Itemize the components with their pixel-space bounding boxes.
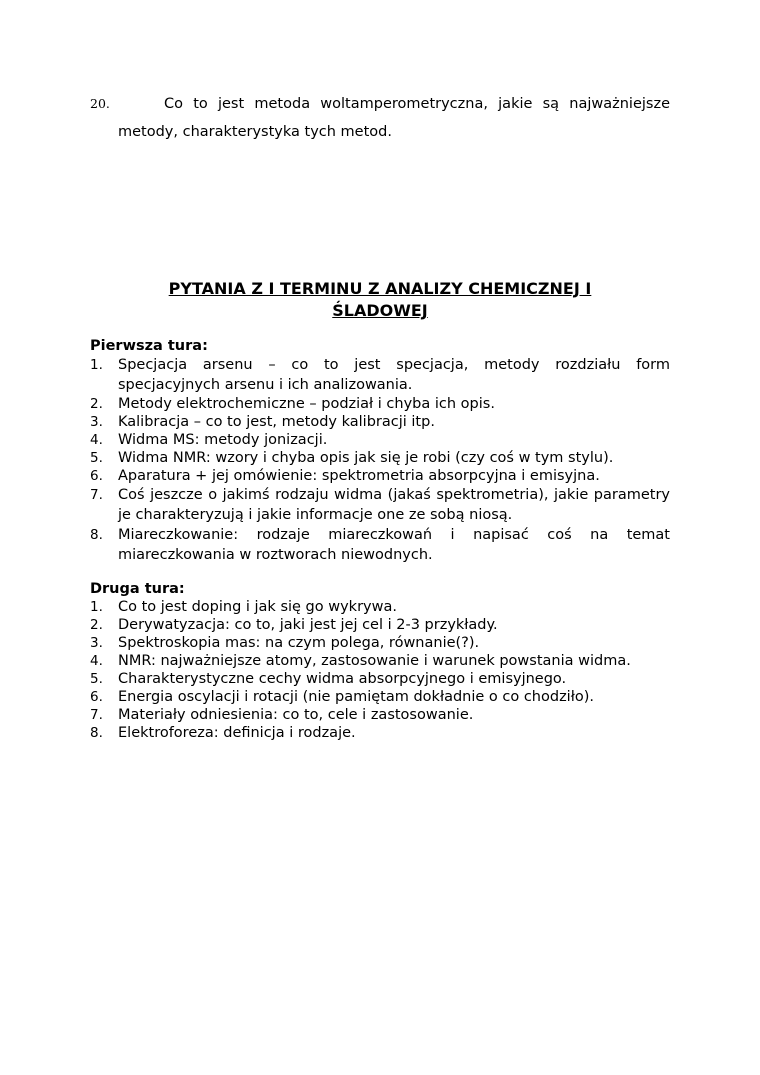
list-item [90, 688, 670, 706]
question-20-number: 20. [90, 96, 110, 111]
page-title-line-1: PYTANIA Z I TERMINU Z ANALIZY CHEMICZNEJ I [168, 279, 592, 298]
list-item-number: 3. [90, 635, 103, 651]
list-item-text: Miareczkowanie: rodzaje miareczkowań i napisać coś na temat miareczkowania w roztworach niewodnych. [118, 527, 670, 563]
list-item [90, 598, 670, 616]
question-20-continuation [118, 118, 670, 146]
question-20-line-1: Co to jest metoda woltamperometryczna, jakie są najważniejsze [164, 96, 670, 112]
list-item-text: Materiały odniesienia: co to, cele i zastosowanie. [118, 707, 474, 723]
list-item [90, 431, 670, 449]
list-item [90, 467, 670, 485]
list-item [90, 485, 670, 525]
list-item [90, 706, 670, 724]
list-item-number: 6. [90, 689, 103, 705]
question-20 [90, 90, 670, 146]
list-item-text: Elektroforeza: definicja i rodzaje. [118, 725, 356, 741]
list-item-number: 3. [90, 414, 103, 430]
list-item [90, 413, 670, 431]
list-item-number: 2. [90, 617, 103, 633]
list-item [90, 395, 670, 413]
list-item [90, 724, 670, 742]
list-item-number: 1. [90, 599, 103, 615]
list-item-text: Metody elektrochemiczne – podział i chyba ich opis. [118, 396, 495, 412]
list-item [90, 355, 670, 395]
list-item [90, 449, 670, 467]
list-item-number: 5. [90, 450, 103, 466]
list-item-number: 7. [90, 487, 103, 503]
list-item-text: NMR: najważniejsze atomy, zastosowanie i warunek powstania widma. [118, 653, 631, 669]
first-round-list [90, 355, 670, 565]
list-item-number: 7. [90, 707, 103, 723]
list-item [90, 652, 670, 670]
second-round-section [90, 580, 670, 742]
list-item-text: Coś jeszcze o jakimś rodzaju widma (jakaś spektrometria), jakie parametry je charakteryzują i jakie informacje one ze sobą niosą. [118, 487, 670, 523]
list-item-number: 5. [90, 671, 103, 687]
list-item [90, 616, 670, 634]
second-round-list [90, 598, 670, 742]
list-item-text: Specjacja arsenu – co to jest specjacja, metody rozdziału form specjacyjnych arsenu i ich analizowania. [118, 357, 670, 393]
second-round-heading: Druga tura: [90, 581, 185, 597]
list-item-number: 1. [90, 357, 103, 373]
list-item-number: 4. [90, 432, 103, 448]
first-round-section [90, 337, 670, 565]
list-item [90, 634, 670, 652]
list-item-text: Aparatura + jej omówienie: spektrometria absorpcyjna i emisyjna. [118, 468, 600, 484]
list-item-number: 8. [90, 527, 103, 543]
list-item-text: Derywatyzacja: co to, jaki jest jej cel i 2-3 przykłady. [118, 617, 498, 633]
list-item-text: Charakterystyczne cechy widma absorpcyjnego i emisyjnego. [118, 671, 567, 687]
list-item-text: Co to jest doping i jak się go wykrywa. [118, 599, 397, 615]
first-round-heading: Pierwsza tura: [90, 338, 208, 354]
list-item-text: Widma NMR: wzory i chyba opis jak się je robi (czy coś w tym stylu). [118, 450, 614, 466]
list-item-number: 8. [90, 725, 103, 741]
list-item-text: Energia oscylacji i rotacji (nie pamiętam dokładnie o co chodziło). [118, 689, 594, 705]
list-item-number: 2. [90, 396, 103, 412]
list-item-text: Widma MS: metody jonizacji. [118, 432, 328, 448]
list-item [90, 670, 670, 688]
list-item-text: Kalibracja – co to jest, metody kalibracji itp. [118, 414, 435, 430]
list-item-number: 4. [90, 653, 103, 669]
list-item-number: 6. [90, 468, 103, 484]
question-20-line-2: metody, charakterystyka tych metod. [118, 124, 392, 140]
question-20-text [118, 90, 670, 118]
page-title [120, 278, 640, 322]
list-item [90, 525, 670, 565]
page-title-line-2: ŚLADOWEJ [332, 301, 428, 320]
list-item-text: Spektroskopia mas: na czym polega, równanie(?). [118, 635, 480, 651]
